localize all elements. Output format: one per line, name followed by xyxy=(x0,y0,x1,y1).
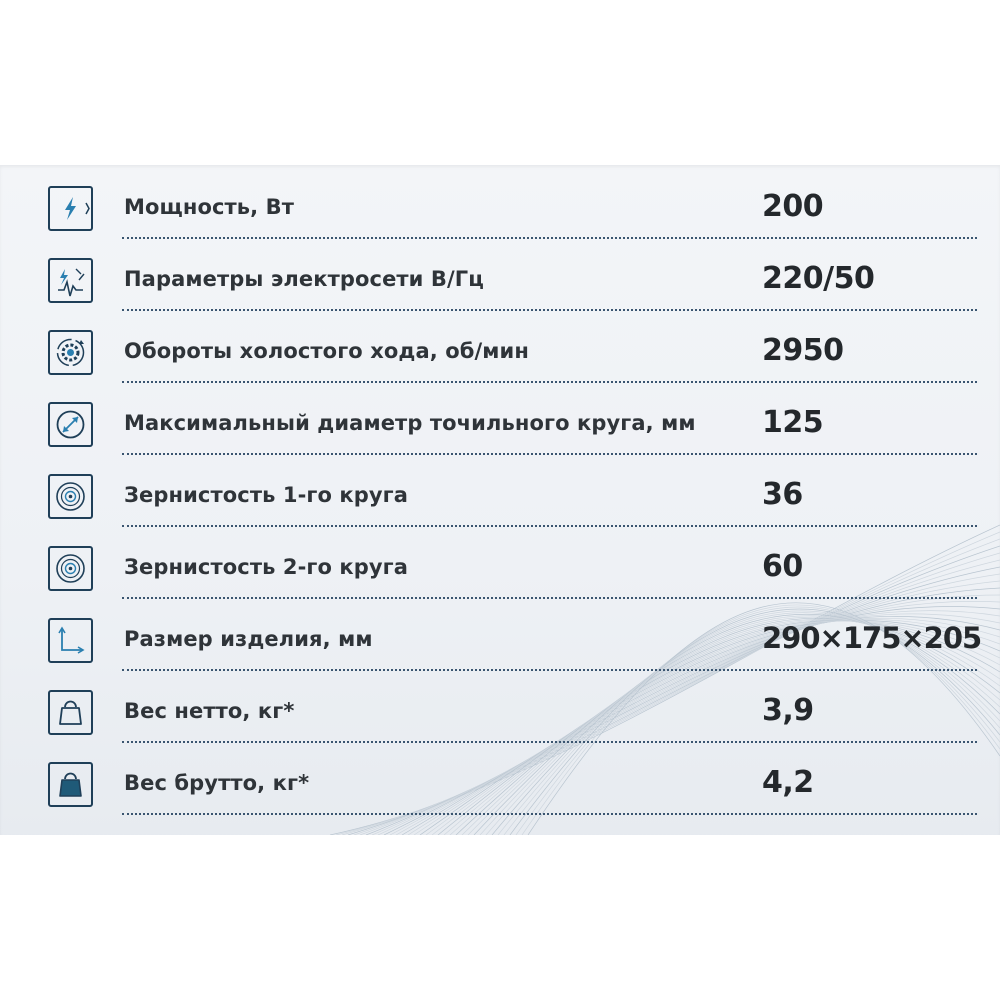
spec-label: Мощность, Вт xyxy=(124,195,295,219)
spec-value: 36 xyxy=(762,477,803,512)
spec-row-power xyxy=(0,165,1000,237)
spec-value: 60 xyxy=(762,549,803,584)
spec-value: 3,9 xyxy=(762,693,814,728)
spec-label: Размер изделия, мм xyxy=(124,627,373,651)
spec-label: Зернистость 1-го круга xyxy=(124,483,409,507)
spec-label: Максимальный диаметр точильного круга, мм xyxy=(124,411,696,435)
dotted-divider xyxy=(122,813,977,815)
voltage-wave-icon xyxy=(48,258,93,303)
grinding-disc-icon xyxy=(48,474,93,519)
spec-row-net-weight xyxy=(0,669,1000,741)
dimensions-axes-icon xyxy=(48,618,93,663)
rotation-gear-icon xyxy=(48,330,93,375)
spec-label: Параметры электросети В/Гц xyxy=(124,267,484,291)
spec-value: 290×175×205 xyxy=(762,621,982,655)
spec-value: 125 xyxy=(762,405,824,440)
spec-row-idle-speed xyxy=(0,309,1000,381)
spec-value: 200 xyxy=(762,189,824,224)
spec-row-mains xyxy=(0,237,1000,309)
diameter-icon xyxy=(48,402,93,447)
weight-filled-icon xyxy=(48,762,93,807)
spec-table xyxy=(0,165,1000,835)
spec-row-grit-1 xyxy=(0,453,1000,525)
spec-row-max-diameter xyxy=(0,381,1000,453)
spec-label: Обороты холостого хода, об/мин xyxy=(124,339,529,363)
spec-row-dimensions xyxy=(0,597,1000,669)
spec-label: Зернистость 2-го круга xyxy=(124,555,409,579)
spec-label: Вес брутто, кг* xyxy=(124,771,310,795)
spec-value: 4,2 xyxy=(762,765,814,800)
spec-label: Вес нетто, кг* xyxy=(124,699,295,723)
lightning-icon xyxy=(48,186,93,231)
spec-value: 220/50 xyxy=(762,261,875,296)
grinding-disc-icon xyxy=(48,546,93,591)
spec-card xyxy=(0,165,1000,835)
spec-row-grit-2 xyxy=(0,525,1000,597)
spec-row-gross-weight xyxy=(0,741,1000,813)
spec-value: 2950 xyxy=(762,333,844,368)
weight-outline-icon xyxy=(48,690,93,735)
